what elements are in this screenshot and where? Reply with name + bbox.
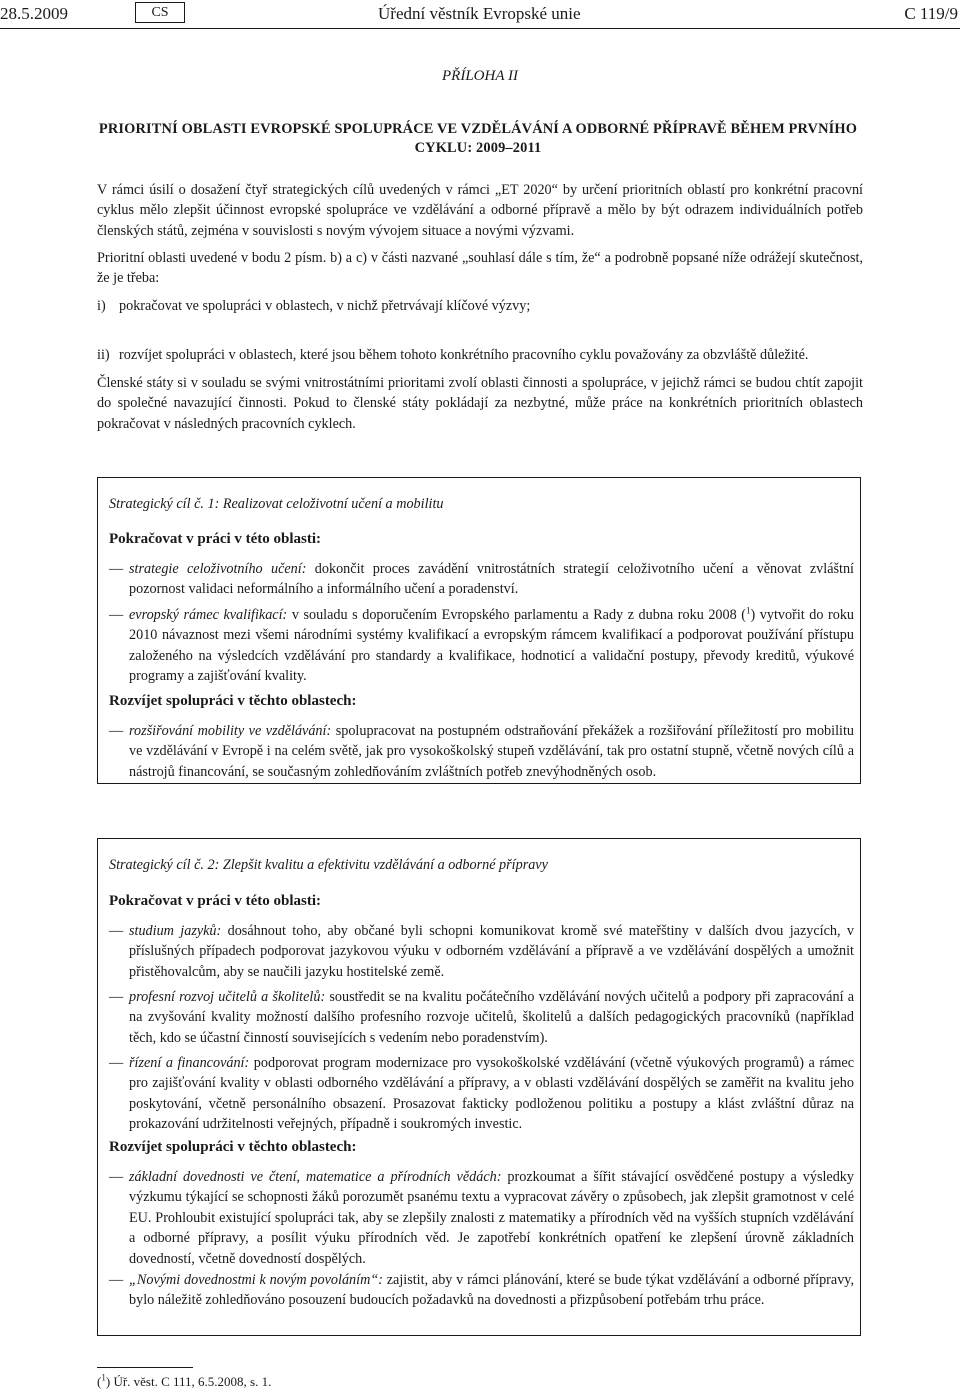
strategic-goal-2-box [97,838,861,1336]
item-text-cont: ) vytvořit do roku 2010 návaznost mezi všemi národními systémy kvalifikací a evropským rámcem kvalifikací a podporovat používání přístupu založeného na výsledcích vzdělávání pro standardy a kvalifikace, hodnoticí a validační postupy, převody kreditů, výukové programy a zajišťování kvality. [129,607,855,685]
item-text: prozkoumat a šířit stávající osvědčené postupy a výsledky výzkumu týkající se schopnosti žáků porozumět psanému textu a vypracovat závěry o způsobech, jak zlepšit gramotnost v celé EU. Prohloubit existující spolupráci tak, aby se zlepšily znalosti z matematiky a přírodních věd na vyšších stupních vzdělávání a odborné přípravy, a posílit výuku přírodních věd. Je zapotřebí konkrétních opatření ke zlepšení úrovně základních dovedností, včetně dovedností dospělých. [129,1169,854,1267]
footnote: ($^1$) Úř. věst. C 111, 6.5.2008, s. 1. [97,1372,272,1389]
intro-paragraph-3: Členské státy si v souladu se svými vnitrostátními prioritami zvolí oblasti činnosti a spolupráce, v jejichž rámci se budou chtít zapojit do společné navazující činnosti. Pokud to členské státy pokládají za nezbytné, může práce na konkrétních prioritních oblastech pokračovat v následných pracovních cyklech. [97,375,863,432]
goal-item [109,1270,854,1311]
list-text: rozvíjet spolupráci v oblastech, které jsou během tohoto konkrétního pracovního cyklu považovány za obzvláště důležité. [119,347,809,364]
item-text: soustředit se na kvalitu počátečního vzdělávání nových učitelů a podpory při zapracování a na zvyšování kvality možností dalšího profesního rozvoje učitelů, školitelů a dalších pedagogických pracovníků (například těch, kdo se účastní činností souvisejících s vedením nebo poradenstvím). [129,989,854,1046]
goal-item [109,1167,854,1269]
goal-item [109,1053,854,1135]
intro-paragraph-2: Prioritní oblasti uvedené v bodu 2 písm. b) a c) v části nazvané „souhlasí dále s tím, že“ a podrobně popsané níže odrážejí skutečnost, že je třeba: [97,250,863,287]
footnote-ref[interactable]: 1 [746,605,751,616]
goal-item [109,987,854,1048]
header-rule [0,28,960,29]
develop-heading: Rozvíjet spolupráci v těchto oblastech: [109,1139,357,1155]
goal-item [109,721,854,782]
item-text: zajistit, aby v rámci plánování, které se bude týkat vzdělávání a odborné přípravy, bylo náležitě zohledňováno posouzení budoucích požadavků na dovednosti a přizpůsobení potřebám trhu práce. [129,1272,855,1309]
item-text: dosáhnout toho, aby občané byli schopni komunikovat kromě své mateřštiny v dalších dvou jazycích, v příslušných případech podporovat jazykovou výuku v odborném vzdělávání a přípravě a ve vzdělávání dospělých a umožnit přistěhovalcům, aby se naučili jazyku hostitelské země. [129,923,854,980]
goal-item [109,605,854,687]
dash-marker: — [109,989,124,1005]
dash-marker: — [109,1169,124,1185]
language-badge: CS [135,2,185,23]
page-reference: C 119/9 [904,4,958,23]
item-text: spolupracovat na postupném odstraňování překážek a rozšiřování příležitostí pro mobilitu ve vzdělávání v Evropě i na celém světě, jak pro vysokoškolský stupeň vzdělávání, tak pro ostatní stupně, včetně nových cílů a nástrojů financování, se současným zohledňováním zvláštních potřeb znevýhodněných osob. [129,723,854,780]
item-lead: studium jazyků: [129,923,222,939]
item-lead: rozšiřování mobility ve vzdělávání: [129,723,332,739]
dash-marker: — [109,923,124,939]
list-item [97,345,885,365]
item-lead: základní dovednosti ve čtení, matematice a přírodních vědách: [129,1169,502,1185]
item-lead: evropský rámec kvalifikací: [129,607,288,623]
develop-heading: Rozvíjet spolupráci v těchto oblastech: [109,693,357,709]
list-number: i) [97,298,106,314]
goal-title: Strategický cíl č. 1: Realizovat celoživotní učení a mobilitu [109,496,444,512]
continue-heading: Pokračovat v práci v této oblasti: [109,531,322,547]
dash-marker: — [109,1272,124,1288]
document-title: PRIORITNÍ OBLASTI EVROPSKÉ SPOLUPRÁCE VE VZDĚLÁVÁNÍ A ODBORNÉ PŘÍPRAVĚ BĚHEM PRVNÍHO CYKLU: 2009–2011 [98,121,858,156]
journal-header [0,2,960,30]
publication-date: 28.5.2009 [0,4,68,23]
item-text: v souladu s doporučením Evropského parlamentu a Rady z dubna roku 2008 ( [287,607,746,623]
dash-marker: — [109,561,124,577]
item-lead: profesní rozvoj učitelů a školitelů: [129,989,326,1005]
footnote-mark: 1 [101,1372,106,1383]
footnote-rule [97,1367,193,1368]
item-lead: „Novými dovednostmi k novým povoláním“: [129,1272,383,1288]
dash-marker: — [109,723,124,739]
item-text: dokončit proces zavádění vnitrostátních strategií celoživotního učení a věnovat zvláštní pozornost validaci neformálního a informálního učení a poradenství. [129,561,855,598]
item-lead: strategie celoživotního učení: [129,561,307,577]
list-text: pokračovat ve spolupráci v oblastech, v nichž přetrvávají klíčové výzvy; [119,298,531,314]
continue-heading: Pokračovat v práci v této oblasti: [109,893,322,909]
goal-item [109,559,854,600]
journal-title: Úřední věstník Evropské unie [378,4,581,23]
annex-label: PŘÍLOHA II [442,68,518,84]
dash-marker: — [109,1055,124,1071]
goal-item [109,921,854,982]
dash-marker: — [109,607,124,623]
list-item [97,296,885,316]
strategic-goal-1-box [97,477,861,784]
goal-title: Strategický cíl č. 2: Zlepšit kvalitu a efektivitu vzdělávání a odborné přípravy [109,857,548,873]
item-lead: řízení a financování: [129,1055,250,1071]
footnote-text: Úř. věst. C 111, 6.5.2008, s. 1. [110,1374,272,1389]
item-text: podporovat program modernizace pro vysokoškolské vzdělávání (včetně výukových programů) a rámec pro zajišťování kvality v oblasti odborného vzdělávání a přípravy, a v oblasti vzdělávání dospělých se zaměřit na kvalitu jeho poskytování, včetně personálního obsazení. Prosazovat fakticky podloženou politiku a postupy a klást zvláštní důraz na prokazování udržitelnosti veřejných, případně i soukromých investic. [129,1055,855,1133]
intro-paragraph-1: V rámci úsilí o dosažení čtyř strategických cílů uvedených v rámci „ET 2020“ by určení prioritních oblastí pro konkrétní pracovní cyklus mělo zlepšit účinnost evropské spolupráce ve vzdělávání a odborné přípravě a mělo by být odrazem individuálních potřeb členských států, zejména v souvislosti s novým vývojem situace a novými výzvami. [97,182,863,239]
list-number: ii) [97,347,110,364]
